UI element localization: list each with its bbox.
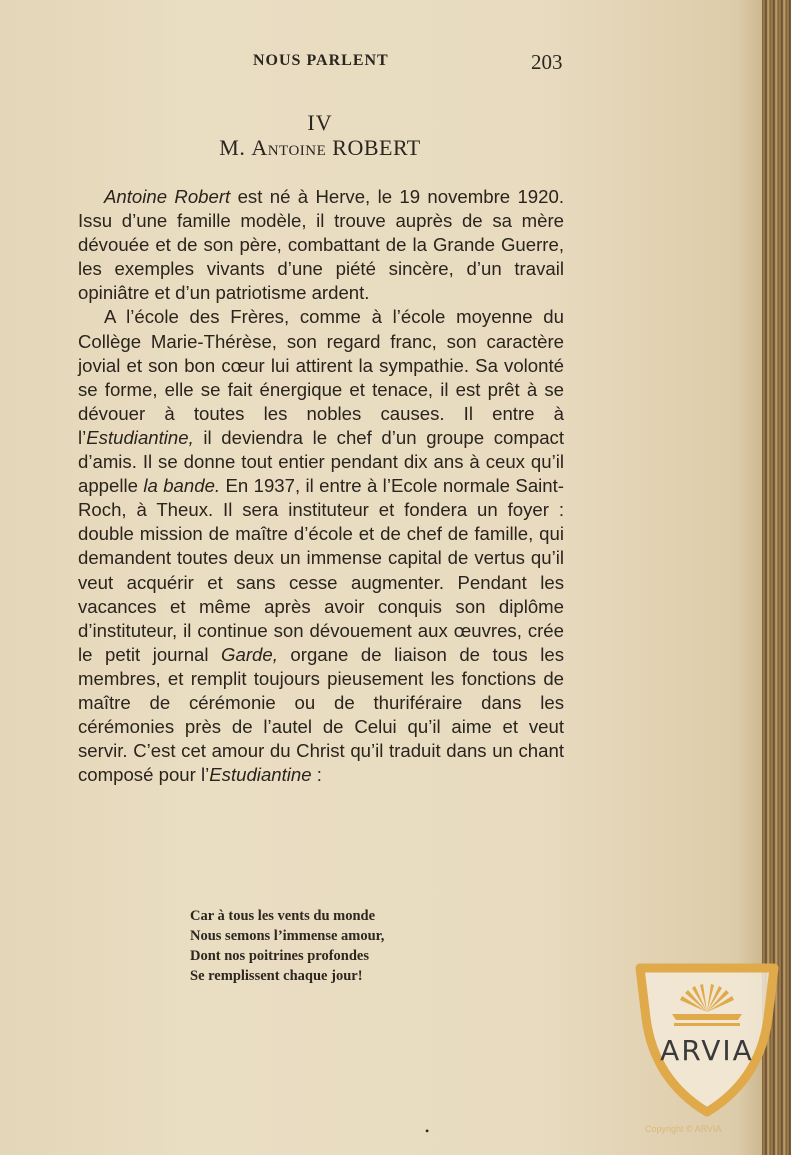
paragraph-2-part-e: : bbox=[311, 764, 322, 786]
paragraph-2-part-b: il deviendra le chef d’un groupe compact d’amis. Il se donne tout entier pendant dix ans à ceux qu’il appelle bbox=[78, 426, 564, 497]
paragraph-1-text: est né à Herve, le 19 novembre 1920. Issu d’une famille modèle, il trouve auprès de sa mère dévouée et de son père, combattant de la Grande Guerre, les exemples vivants d’une piété sincère, d’un travail opiniâtre et d’un patriotisme ardent. bbox=[78, 186, 564, 304]
verse-line: Dont nos poitrines profondes bbox=[190, 948, 369, 964]
end-ornament: • bbox=[425, 1124, 430, 1138]
copyright-watermark: Copyright © ARVIA bbox=[645, 1124, 722, 1134]
estudiantine-ref-2: Estudiantine bbox=[209, 764, 312, 786]
running-title: NOUS PARLENT bbox=[253, 52, 389, 69]
running-head bbox=[0, 50, 768, 74]
verse-quote bbox=[190, 906, 384, 986]
title-prefix: M. bbox=[219, 135, 246, 160]
verse-line: Car à tous les vents du monde bbox=[190, 908, 376, 924]
estudiantine-ref: Estudiantine, bbox=[86, 426, 194, 448]
verse-line: Se remplissent chaque jour! bbox=[190, 968, 363, 984]
chapter-title bbox=[0, 135, 640, 161]
la-bande-ref: la bande. bbox=[143, 475, 221, 497]
section-number: IV bbox=[307, 110, 333, 135]
subject-name: Antoine Robert bbox=[104, 186, 231, 207]
verse-line: Nous semons l’immense amour, bbox=[190, 928, 385, 944]
title-first-name: Antoine bbox=[251, 135, 327, 160]
arvia-watermark bbox=[632, 962, 782, 1117]
paragraph-2 bbox=[78, 305, 564, 787]
title-surname: ROBERT bbox=[332, 135, 421, 160]
paragraph-2-part-a: A l’école des Frères, comme à l’école moyenne du Collège Marie-Thérèse, son regard franc, son caractère jovial et son bon cœur lui attirent la sympathie. Sa volonté se forme, elle se fait énergique et tenace, il est prêt à se dévouer à toutes les nobles causes. Il entre à l’ bbox=[78, 306, 564, 448]
garde-ref: Garde, bbox=[221, 643, 278, 665]
body-text bbox=[78, 185, 564, 787]
paragraph-2-part-c: En 1937, il entre à l’Ecole normale Saint-Roch, à Theux. Il sera instituteur et fondera un foyer : double mission de maître d’école et de chef de famille, qui demandent toutes deux un immense capital de vertus qu’il veut acquérir et sans cesse augmenter. Pendant les vacances et même après avoir conquis son diplôme d’instituteur, il continue son dévouement aux œuvres, crée le petit journal bbox=[78, 475, 564, 665]
arvia-logo-text: ARVIA bbox=[660, 1034, 754, 1067]
paragraph-2-part-d: organe de liaison de tous les membres, et remplit toujours pieusement les fonctions de maître de cérémonie ou de thuriféraire dans les cérémonies près de l’autel de Celui qu’il aime et veut servir. C’est cet amour du Christ qu’il traduit dans un chant composé pour l’ bbox=[78, 643, 564, 786]
page-number: 203 bbox=[531, 50, 563, 74]
paragraph-1 bbox=[78, 185, 564, 305]
